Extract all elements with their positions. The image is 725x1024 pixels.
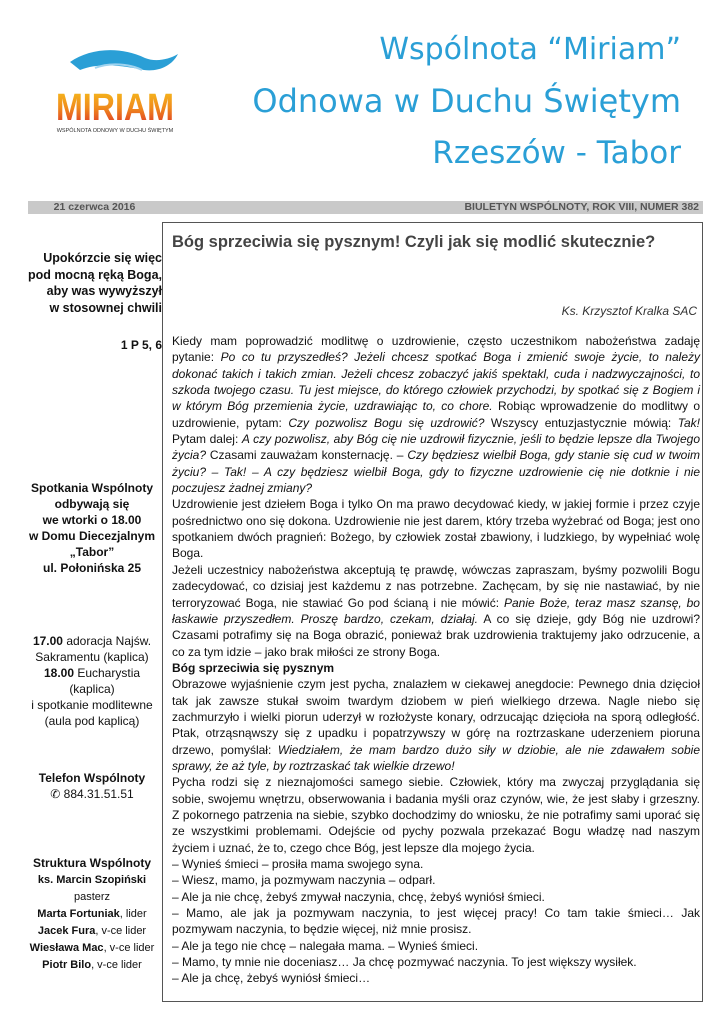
meeting-line: ul. Połonińska 25 (42, 561, 142, 575)
dialogue-line: – Mamo, ale jak ja pozmywam naczynia, to jest więcej pracy! Co tam takie śmieci… Jak pozmywam naczynia, to będzie więcej, niż mnie prosisz. (172, 906, 700, 937)
dialogue-line: – Ale ja chcę, żebyś wyniósł śmieci… (172, 971, 371, 986)
person-name: Marta Fortuniak (37, 908, 120, 920)
schedule-text: adoracja Najśw. (62, 634, 152, 648)
phone-label: Telefon Wspólnoty (38, 771, 146, 785)
person-role: , lider (119, 908, 147, 920)
page-title-line1: Wspólnota “Miriam” (379, 32, 681, 67)
quote-line: aby was wywyższył (46, 284, 162, 298)
structure-block (22, 855, 162, 974)
sidebar-quote (22, 250, 162, 316)
schedule-text: Sakramentu (kaplica) (35, 650, 149, 664)
quote-reference: 1 P 5, 6 (120, 338, 162, 352)
phone-number[interactable]: 884.31.51.51 (63, 787, 134, 801)
bulletin-number: BIULETYN WSPÓLNOTY, ROK VIII, NUMER 382 (464, 201, 699, 213)
structure-label: Struktura Wspólnoty (32, 856, 151, 870)
quote-line: pod mocną ręką Boga, (27, 267, 162, 282)
paragraph: Pycha rodzi się z nieznajomości samego siebie. Człowiek, który ma zwyczaj przyglądania się sobie, swojemu wnętrzu, obserwowania i badania myśli oraz czynów, wie, że jest słaby i grzeszny. Z pokornego patrzenia na siebie, szybko dochodzimy do wniosku, że nie potrafimy sami uporać się ze wszystkimi problemami. Odejście od pychy pozwala przekazać Bogu władzę nad naszym życiem i uznać, że to, czego chce Bóg, jest lepsze dla mojego życia. (172, 775, 700, 855)
quote-line: w stosownej chwili (49, 300, 162, 315)
paragraph: Kiedy mam poprowadzić modlitwę o uzdrowienie, często uczestnikom nabożeństwa zadaję pytanie: Po co tu przyszedłeś? Jeżeli chcesz spotkać Boga i zmienić swoje życie, to należy dokonać takich i takich zmian. Jeżeli chcesz zobaczyć jakiś spektakl, cuda i nadzwyczajności, to szkoda twojego czasu. Tu jest miejsce, do którego człowiek przychodzi, by spotkać się z Bogiem i w którym Bóg przemienia życie, uzdrawiając to, co chore. Robiąc wprowadzenie do modlitwy o uzdrowienie, pytam: Czy pozwolisz Bogu się uzdrowić? Wszyscy entuzjastycznie mówią: Tak! Pytam dalej: A czy pozwolisz, aby Bóg cię nie uzdrowił fizycznie, jeśli to będzie lepsze dla Twojego życia? Czasami zauważam konsternację. – Czy będziesz wielbił Boga, gdy stanie się cud w twoim życiu? – Tak! – A czy będziesz wielbił Boga, gdy to fizyczne uzdrowienie cię nie dotknie i nie poczujesz żadnej zmiany? (172, 334, 701, 496)
meeting-info (22, 480, 162, 576)
issue-date: 21 czerwca 2016 (53, 201, 136, 213)
phone-icon: ✆ (50, 787, 64, 801)
phone-block (22, 770, 162, 802)
paragraph: Jeżeli uczestnicy nabożeństwa akceptują tę prawdę, wówczas zapraszam, byśmy pozwolili Bogu zadecydować, co dzisiaj jest każdemu z nas potrzebne. Zachęcam, by się nie nastawiać, by nie terroryzować Boga, nie stawiać Go pod ścianą i nie mówić: Panie Boże, teraz masz szansę, bo łaskawie przyszedłem. Proszę bardzo, czekam, działaj. A co się dzieje, gdy Bóg nie uzdrowi? Czasami potrafimy się na Boga obrazić, ponieważ brak uzdrowienia traktujemy jako odrzucenie, a co za tym idzie – jako brak miłości ze strony Boga. (172, 562, 701, 659)
schedule-text: Eucharystia (kaplica) (69, 666, 141, 696)
person-name: Wiesława Mac (29, 942, 104, 954)
section-heading: Bóg sprzeciwia się pysznym (172, 660, 335, 675)
article-body (172, 333, 700, 987)
person-name: Jacek Fura (37, 925, 96, 937)
person-name: ks. Marcin Szopiński (37, 874, 147, 886)
dialogue-line: – Ale ja nie chcę, żebyś zmywał naczynia, chcę, żebyś wyniósł śmieci. (172, 889, 545, 904)
person-role: pasterz (73, 891, 111, 903)
meeting-line: „Tabor” (69, 545, 115, 559)
miriam-logo (50, 40, 190, 145)
meeting-line: we wtorki o 18.00 (42, 513, 142, 527)
page-title-line3: Rzeszów - Tabor (432, 135, 681, 171)
person-role: , v-ce lider (91, 959, 142, 971)
schedule-time: 18.00 (43, 666, 74, 680)
quote-line: Upokórzcie się więc (43, 251, 162, 265)
paragraph: Uzdrowienie jest dziełem Boga i tylko On ma prawo decydować kiedy, w jakiej formie i przez czyje pośrednictwo ono się dokona. Uzdrowienie nie jest darem, który trzeba wyżebrać od Boga; jest ono spotkaniem dwóch pragnień: Bożego, by człowiek został zbawiony, i ludzkiego, by wypełniać wolę Boga. (172, 497, 700, 561)
logo-subtitle: WSPÓLNOTA ODNOWY W DUCHU ŚWIĘTYM (56, 128, 174, 134)
schedule (22, 633, 162, 729)
page-title-line2: Odnowa w Duchu Świętym (252, 82, 681, 120)
person-role: , v-ce lider (103, 942, 155, 954)
paragraph: Obrazowe wyjaśnienie czym jest pycha, znalazłem w ciekawej anegdocie: Pewnego dnia dzięcioł tak jak zawsze stukał swoim twardym dziobem w pień wielkiego drzewa. Nagle niebo się zachmurzyło i wielki piorun uderzył w rozłożyste konary, odrzucając dzięcioła na sporą odległość. Ptak, otrząsnąwszy się z upadku i popatrzywszy w górę na roztrzaskane uderzeniem pioruna drzewo, pomyślał: Wiedziałem, że mam bardzo dużo siły w dziobie, ale nie zdawałem sobie sprawy, że aż tyle, by roztrzaskać tak wielkie drzewo! (172, 677, 700, 773)
dialogue-line: – Wiesz, mamo, ja pozmywam naczynia – odparł. (172, 873, 436, 888)
article-author: Ks. Krzysztof Kralka SAC (561, 304, 697, 318)
dove-icon (70, 50, 178, 70)
schedule-text: i spotkanie modlitewne (31, 698, 153, 712)
person-role: , v-ce lider (95, 925, 147, 937)
schedule-time: 17.00 (32, 634, 63, 648)
meeting-line: w Domu Diecezjalnym (28, 529, 156, 543)
meeting-line: odbywają się (54, 497, 130, 511)
meeting-line: Spotkania Wspólnoty (30, 481, 153, 495)
dialogue-line: – Ale ja tego nie chcę – nalegała mama. – Wynieś śmieci. (172, 938, 479, 953)
dialogue-line: – Mamo, ty mnie nie doceniasz… Ja chcę pozmywać naczynia. To jest większy wysiłek. (172, 955, 637, 970)
info-bar (28, 201, 703, 214)
person-name: Piotr Bilo (42, 959, 92, 971)
dialogue-line: – Wynieś śmieci – prosiła mama swojego syna. (172, 857, 424, 871)
schedule-text: (aula pod kaplicą) (44, 714, 140, 728)
article-title: Bóg sprzeciwia się pysznym! Czyli jak się modlić skutecznie? (172, 233, 656, 251)
logo-text: MIRIAM (56, 87, 174, 129)
